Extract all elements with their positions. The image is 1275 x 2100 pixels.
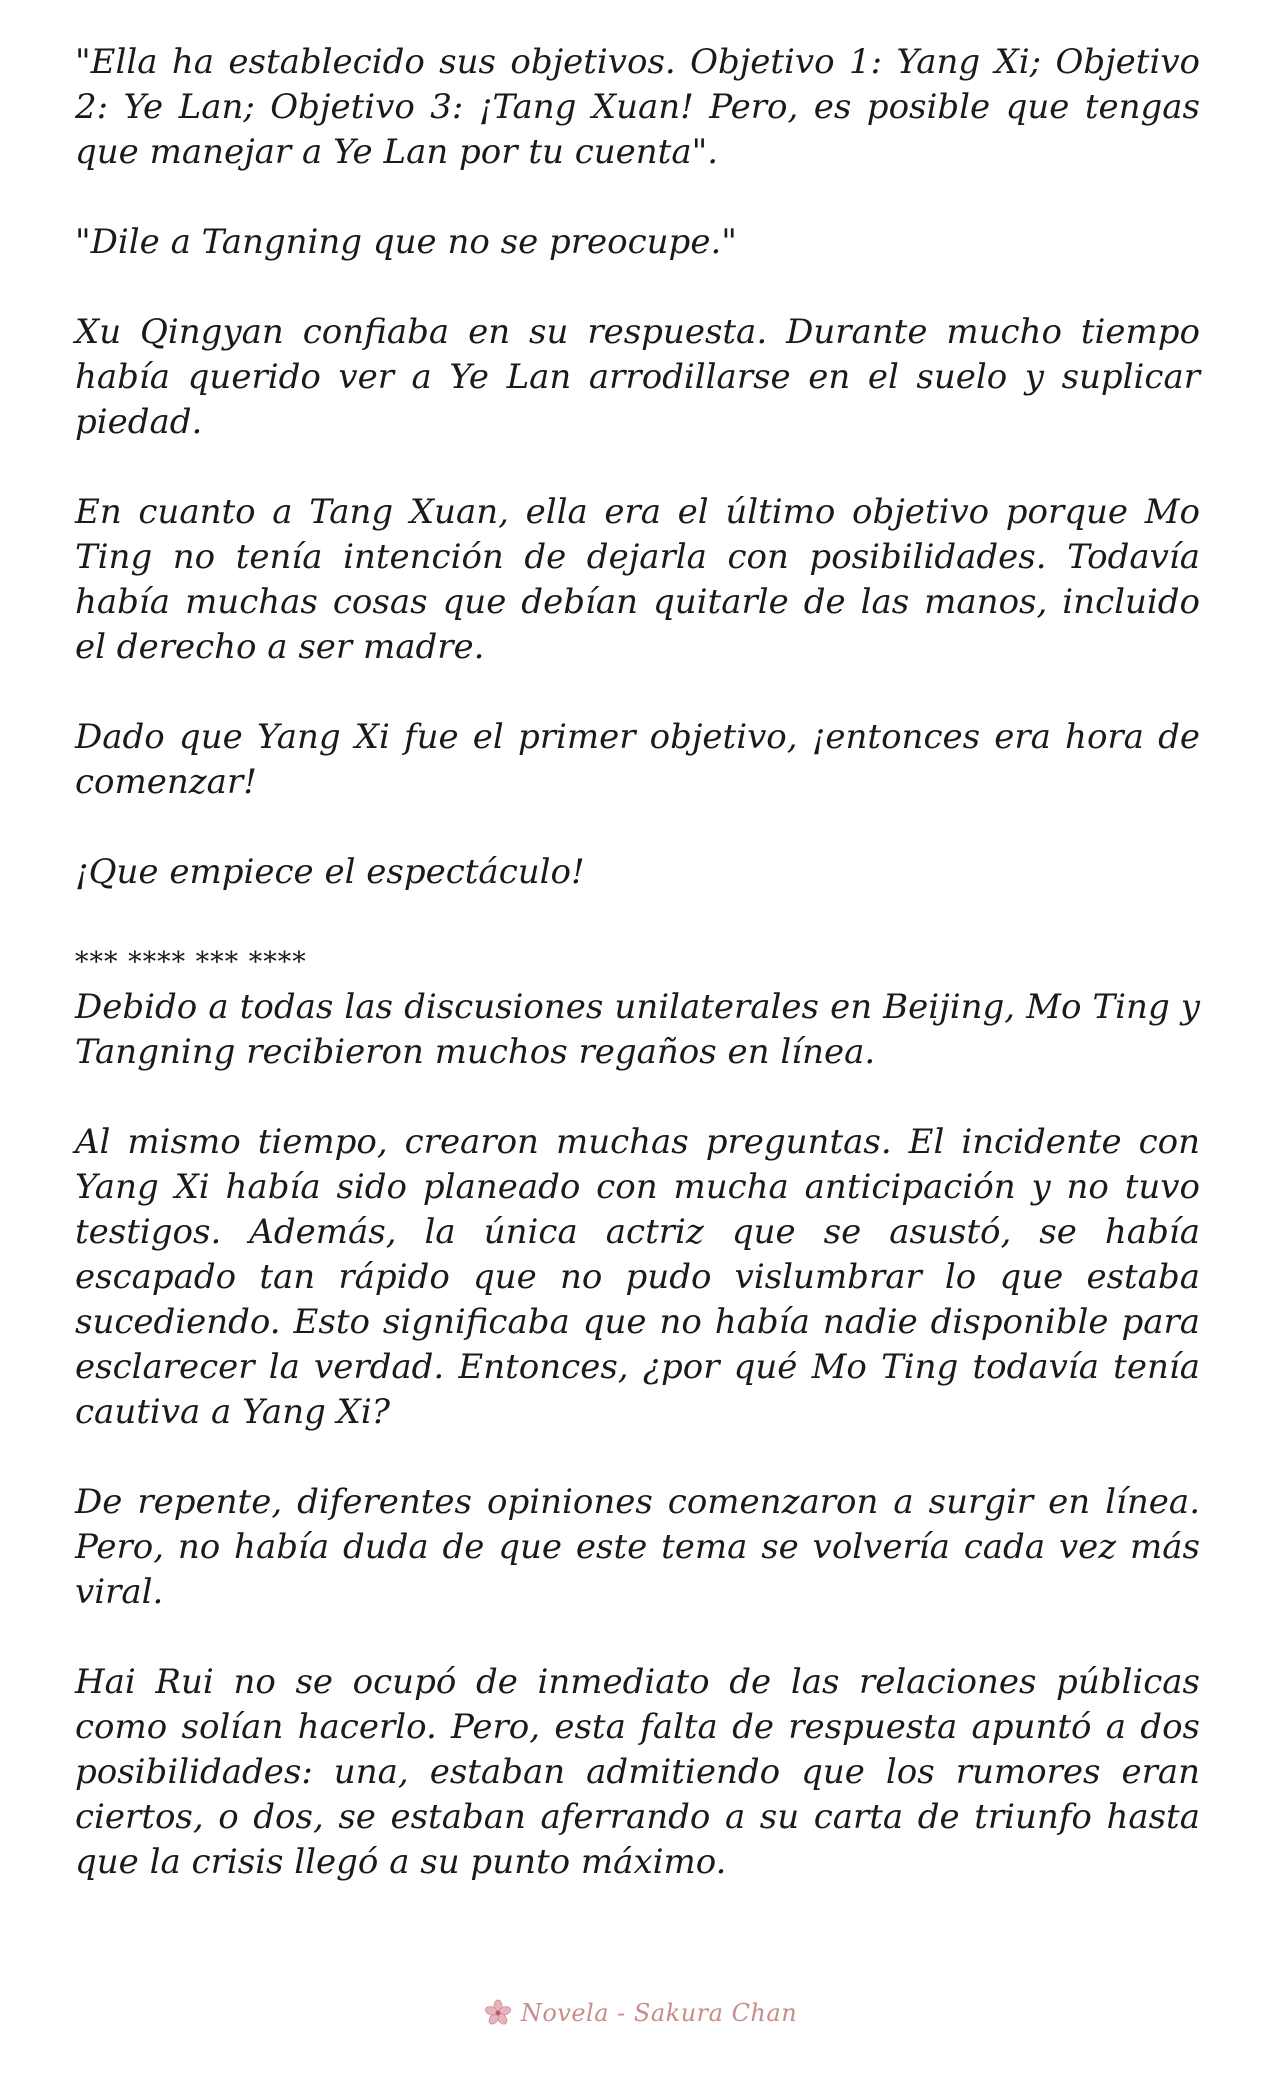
paragraph-5: Dado que Yang Xi fue el primer objetivo, ¡entonces era hora de comenzar! (75, 717, 1200, 802)
paragraph-7: Debido a todas las discusiones unilaterales en Beijing, Mo Ting y Tangning recibieron muchos regaños en línea. (75, 987, 1200, 1072)
scene-separator: *** **** *** **** (75, 947, 307, 978)
paragraph-4: En cuanto a Tang Xuan, ella era el último objetivo porque Mo Ting no tenía intención de dejarla con posibilidades. Todavía había muchas cosas que debían quitarle de las manos, incluido el derecho a ser madre. (75, 492, 1200, 667)
paragraph-8: Al mismo tiempo, crearon muchas preguntas. El incidente con Yang Xi había sido planeado con mucha anticipación y no tuvo testigos. Además, la única actriz que se asustó, se había escapado tan rápido que no pudo vislumbrar lo que estaba sucediendo. Esto significaba que no había nadie disponible para esclarecer la verdad. Entonces, ¿por qué Mo Ting todavía tenía cautiva a Yang Xi? (75, 1122, 1200, 1432)
document-body (75, 40, 1200, 1930)
paragraph-10: Hai Rui no se ocupó de inmediato de las relaciones públicas como solían hacerlo. Pero, esta falta de respuesta apuntó a dos posibilidades: una, estaban admitiendo que los rumores eran ciertos, o dos, se estaban aferrando a su carta de triunfo hasta que la crisis llegó a su punto máximo. (75, 1662, 1200, 1882)
sakura-flower-icon (483, 1998, 513, 2028)
paragraph-9: De repente, diferentes opiniones comenzaron a surgir en línea. Pero, no había duda de que este tema se volvería cada vez más viral. (75, 1482, 1200, 1612)
paragraph-1: "Ella ha establecido sus objetivos. Objetivo 1: Yang Xi; Objetivo 2: Ye Lan; Objetivo 3: ¡Tang Xuan! Pero, es posible que tengas que manejar a Ye Lan por tu cuenta". (75, 42, 1200, 172)
paragraph-2: "Dile a Tangning que no se preocupe." (75, 222, 737, 262)
paragraph-6: ¡Que empiece el espectáculo! (75, 852, 585, 892)
paragraph-3: Xu Qingyan confiaba en su respuesta. Durante mucho tiempo había querido ver a Ye Lan arrodillarse en el suelo y suplicar piedad. (75, 312, 1200, 442)
watermark (460, 1988, 820, 2038)
watermark-text: Novela - Sakura Chan (520, 1999, 798, 2027)
